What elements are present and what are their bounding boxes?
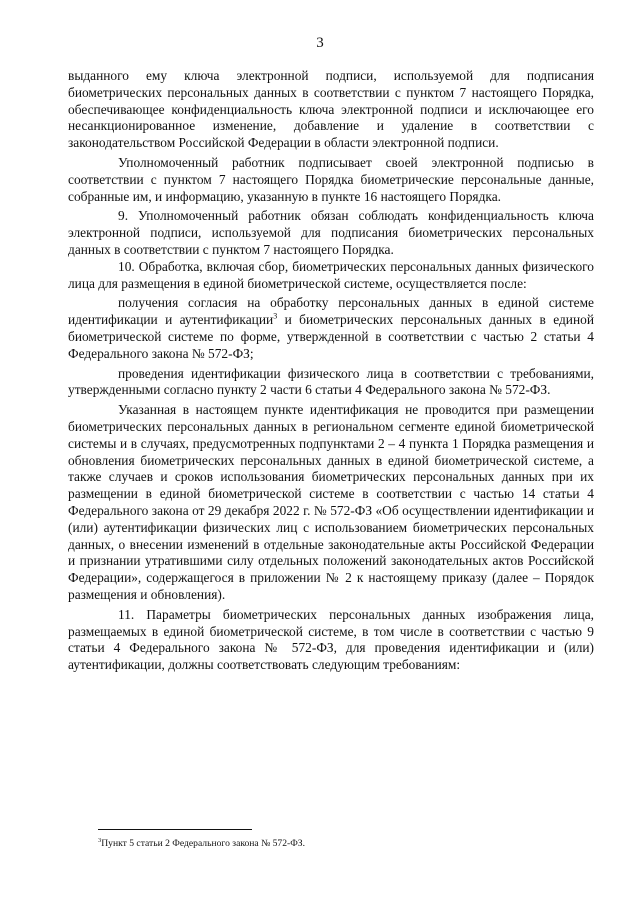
document-body: [68, 68, 594, 674]
paragraph-signature: Уполномоченный работник подписывает своей электронной подписью в соответствии с пунктом 7 настоящего Порядка биометрические персональные данные, собранные им, и информацию, указанную в пункте 16 настоящего Порядка.: [68, 154, 594, 204]
footnote-reference: 3: [273, 311, 278, 321]
footnote: [98, 838, 598, 850]
paragraph-10: 10. Обработка, включая сбор, биометрических персональных данных физического лица для размещения в единой биометрической системе, осуществляется после:: [68, 258, 594, 291]
page-number: 3: [316, 35, 324, 51]
footnote-text: Пункт 5 статьи 2 Федерального закона № 572-ФЗ.: [101, 838, 306, 849]
paragraph-identification: проведения идентификации физического лица в соответствии с требованиями, утвержденными согласно пункту 2 части 6 статьи 4 Федерального закона № 572-ФЗ.: [68, 365, 594, 398]
paragraph-consent: [68, 295, 594, 362]
paragraph-continuation: выданного ему ключа электронной подписи, используемой для подписания биометрических персональных данных в соответствии с пунктом 7 настоящего Порядка, обеспечивающее конфиденциальность ключа электронной подписи и исключающее его несанкционированное изменение, добавление и удаление в соответствии с законодательством Российской Федерации в области электронной подписи.: [68, 68, 594, 151]
footnote-marker: 3: [98, 836, 102, 844]
paragraph-9: 9. Уполномоченный работник обязан соблюдать конфиденциальность ключа электронной подписи, используемой для подписания биометрических персональных данных в соответствии с пунктом 7 настоящего Порядка.: [68, 208, 594, 257]
paragraph-consent-part-2: и биометрических персональных данных в единой биометрической системе по форме, утвержденной в соответствии с частью 2 статьи 4 Федерального закона № 572-ФЗ;: [68, 312, 594, 361]
paragraph-11: 11. Параметры биометрических персональных данных изображения лица, размещаемых в единой биометрической системе, в том числе в соответствии с частью 9 статьи 4 Федерального закона № 572-ФЗ, для проведения идентификации и (или) аутентификации, должны соответствовать следующим требованиям:: [68, 606, 594, 673]
paragraph-consent-part-1: получения согласия на обработку персональных данных в единой системе идентификации и аутентификации: [68, 295, 594, 328]
footnote-divider: [98, 829, 252, 830]
paragraph-exception: Указанная в настоящем пункте идентификация не проводится при размещении биометрических персональных данных в региональном сегменте единой биометрической системы и в случаях, предусмотренных подпунктами 2 – 4 пункта 1 Порядка размещения и обновления биометрических персональных данных в единой биометрической системе, а также случаев и сроков использования биометрических персональных данных при их размещении в единой биометрической системе в соответствии с частью 14 статьи 4 Федерального закона от 29 декабря 2022 г. № 572-ФЗ «Об осуществлении идентификации и (или) аутентификации физических лиц с использованием биометрических персональных данных, о внесении изменений в отдельные законодательные акты Российской Федерации и признании утратившими силу отдельных положений законодательных актов Российской Федерации», содержащегося в приложении № 2 к настоящему приказу (далее – Порядок размещения и обновления).: [68, 402, 594, 602]
